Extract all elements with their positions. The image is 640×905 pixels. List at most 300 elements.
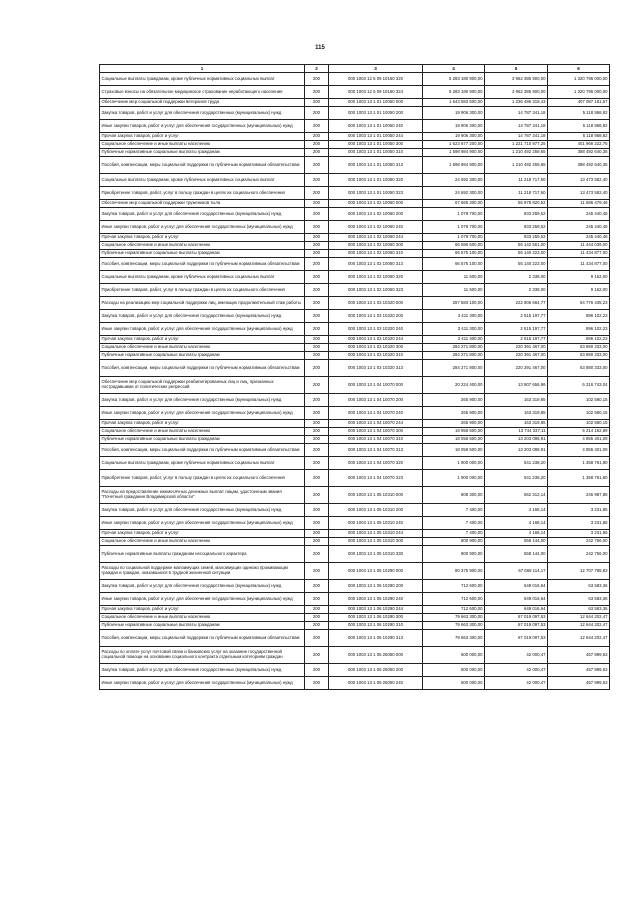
cell-planned: 712 600,00 [423, 580, 485, 593]
cell-dept-code: 200 [305, 614, 329, 622]
cell-executed: 649 016,64 [485, 593, 548, 606]
cell-budget-code: 000 1003 13 1 03 10320 244 [329, 336, 423, 344]
cell-budget-code: 000 1003 13 1 04 10070 320 [329, 457, 423, 470]
cell-planned: 66 575 100,00 [423, 250, 485, 258]
cell-planned: 79 663 300,00 [423, 630, 485, 647]
cell-budget-code: 000 1003 13 1 02 10060 320 [329, 271, 423, 284]
cell-name: Закупка товаров, работ и услуг для обеспечения государственных (муниципальных) нужд [100, 208, 305, 221]
cell-executed: 833 259,52 [485, 208, 548, 221]
cell-remaining: 457 999,53 [548, 677, 610, 690]
table-row [100, 242, 610, 250]
table-row [100, 258, 610, 271]
cell-dept-code: 200 [305, 141, 329, 149]
cell-remaining: 5 118 958,82 [548, 133, 610, 141]
cell-name: Публичные нормативные социальные выплаты гражданам [100, 352, 305, 360]
cell-budget-code: 000 1003 13 1 04 10070 310 [329, 436, 423, 444]
cell-planned: 7 400,00 [423, 504, 485, 517]
cell-dept-code: 200 [305, 428, 329, 436]
table-row [100, 284, 610, 297]
cell-dept-code: 200 [305, 352, 329, 360]
cell-executed: 833 259,52 [485, 221, 548, 234]
cell-dept-code: 200 [305, 360, 329, 377]
cell-dept-code: 200 [305, 593, 329, 606]
cell-name: Расходы по оплате услуг почтовой связи и банковских услуг на оказание государственной социальной помощи на основании социального контракта отдельным категориям граждан [100, 647, 305, 664]
cell-dept-code: 200 [305, 86, 329, 99]
cell-executed: 220 391 467,00 [485, 344, 548, 352]
cell-name: Социальное обеспечение и иные выплаты населению [100, 141, 305, 149]
cell-dept-code: 200 [305, 377, 329, 394]
cell-executed: 67 019 097,53 [485, 614, 548, 622]
table-row [100, 593, 610, 606]
header-col-1: 1 [100, 65, 305, 73]
cell-planned: 66 586 600,00 [423, 242, 485, 250]
cell-dept-code: 200 [305, 470, 329, 487]
cell-dept-code: 200 [305, 120, 329, 133]
cell-budget-code: 000 1003 13 1 02 10060 244 [329, 234, 423, 242]
cell-dept-code: 200 [305, 664, 329, 677]
cell-planned: 3 411 300,00 [423, 323, 485, 336]
cell-executed: 649 016,64 [485, 606, 548, 614]
table-row [100, 504, 610, 517]
cell-dept-code: 200 [305, 258, 329, 271]
cell-remaining: 63 583,36 [548, 593, 610, 606]
cell-planned: 265 900,00 [423, 407, 485, 420]
table-header-row [100, 65, 610, 73]
cell-dept-code: 200 [305, 336, 329, 344]
cell-planned: 1 598 984 900,00 [423, 157, 485, 174]
cell-planned: 18 058 500,00 [423, 436, 485, 444]
cell-planned: 66 575 100,00 [423, 258, 485, 271]
cell-budget-code: 000 1003 13 1 01 10050 000 [329, 99, 423, 107]
cell-remaining: 64 776 435,23 [548, 297, 610, 310]
cell-budget-code: 000 1003 13 1 05 10310 200 [329, 504, 423, 517]
cell-executed: 220 391 467,00 [485, 360, 548, 377]
cell-remaining: 245 440,48 [548, 208, 610, 221]
cell-name: Расходы на предоставление ежемесячных денежных выплат лицам, удостоенным звания "Почетный гражданин Владимирской области" [100, 487, 305, 504]
cell-executed: 3 962 385 900,00 [485, 73, 548, 86]
cell-name: Иные закупки товаров, работ и услуг для обеспечения государственных (муниципальных) нужд [100, 323, 305, 336]
cell-dept-code: 200 [305, 107, 329, 120]
cell-budget-code: 000 1003 13 1 06 10290 300 [329, 614, 423, 622]
cell-budget-code: 000 1003 13 1 02 10060 240 [329, 221, 423, 234]
cell-dept-code: 200 [305, 504, 329, 517]
cell-planned: 1 643 583 500,00 [423, 99, 485, 107]
table-row [100, 420, 610, 428]
cell-executed: 2 338,00 [485, 284, 548, 297]
cell-executed: 541 238,20 [485, 470, 548, 487]
cell-planned: 19 906 300,00 [423, 107, 485, 120]
cell-budget-code: 000 1003 13 1 05 10310 000 [329, 487, 423, 504]
table-row [100, 336, 610, 344]
cell-dept-code: 200 [305, 271, 329, 284]
table-row [100, 133, 610, 141]
cell-name: Закупка товаров, работ и услуг для обеспечения государственных (муниципальных) нужд [100, 394, 305, 407]
table-row [100, 360, 610, 377]
cell-budget-code: 000 1003 13 1 03 10320 000 [329, 297, 423, 310]
cell-name: Социальное обеспечение и иные выплаты населению [100, 538, 305, 546]
cell-remaining: 457 999,53 [548, 647, 610, 664]
cell-remaining: 3 231,86 [548, 517, 610, 530]
cell-executed: 163 319,85 [485, 407, 548, 420]
cell-remaining: 63 583,36 [548, 606, 610, 614]
cell-budget-code: 000 1003 13 1 03 10320 313 [329, 360, 423, 377]
cell-executed: 1 221 710 977,25 [485, 141, 548, 149]
cell-dept-code: 200 [305, 630, 329, 647]
cell-executed: 558 144,00 [485, 546, 548, 563]
cell-name: Приобретение товаров, работ, услуг в пользу граждан в целях их социального обеспечения [100, 187, 305, 200]
cell-budget-code: 000 1003 13 1 03 10320 310 [329, 352, 423, 360]
table-row [100, 470, 610, 487]
cell-planned: 19 958 500,00 [423, 428, 485, 436]
cell-dept-code: 200 [305, 200, 329, 208]
cell-name: Закупка товаров, работ и услуг для обеспечения государственных (муниципальных) нужд [100, 310, 305, 323]
cell-planned: 19 906 300,00 [423, 120, 485, 133]
cell-remaining: 102 580,15 [548, 394, 610, 407]
cell-planned: 265 900,00 [423, 394, 485, 407]
cell-name: Пособия, компенсации, меры социальной поддержки по публичным нормативным обязательствам [100, 258, 305, 271]
table-row [100, 647, 610, 664]
cell-name: Иные закупки товаров, работ и услуг для обеспечения государственных (муниципальных) нужд [100, 120, 305, 133]
cell-budget-code: 000 1003 13 1 02 10060 300 [329, 242, 423, 250]
table-row [100, 394, 610, 407]
cell-budget-code: 000 1003 13 1 01 10050 313 [329, 157, 423, 174]
cell-remaining: 11 434 877,00 [548, 258, 610, 271]
cell-name: Иные закупки товаров, работ и услуг для обеспечения государственных (муниципальных) нужд [100, 221, 305, 234]
table-row [100, 297, 610, 310]
cell-dept-code: 200 [305, 538, 329, 546]
cell-dept-code: 200 [305, 420, 329, 428]
cell-planned: 3 411 300,00 [423, 336, 485, 344]
cell-budget-code: 000 1003 13 1 05 10310 240 [329, 517, 423, 530]
cell-budget-code: 000 1003 13 1 01 10050 320 [329, 174, 423, 187]
cell-planned: 1 078 700,00 [423, 208, 485, 221]
cell-executed: 4 168,14 [485, 517, 548, 530]
cell-executed: 55 140 223,00 [485, 258, 548, 271]
cell-planned: 284 271 800,00 [423, 344, 485, 352]
cell-planned: 284 271 800,00 [423, 360, 485, 377]
cell-remaining: 1 358 761,80 [548, 470, 610, 487]
cell-dept-code: 200 [305, 563, 329, 580]
cell-remaining: 1 358 761,80 [548, 457, 610, 470]
cell-dept-code: 200 [305, 208, 329, 221]
cell-executed: 833 259,52 [485, 234, 548, 242]
budget-table [99, 64, 610, 690]
cell-executed: 163 319,85 [485, 420, 548, 428]
cell-remaining: 63 583,36 [548, 580, 610, 593]
cell-executed: 13 907 656,96 [485, 377, 548, 394]
cell-executed: 14 787 341,18 [485, 133, 548, 141]
cell-planned: 11 500,00 [423, 284, 485, 297]
cell-name: Социальное обеспечение и иные выплаты населению [100, 428, 305, 436]
cell-remaining: 242 756,00 [548, 538, 610, 546]
cell-dept-code: 200 [305, 149, 329, 157]
table-row [100, 221, 610, 234]
cell-dept-code: 200 [305, 99, 329, 107]
cell-remaining: 407 087 181,57 [548, 99, 610, 107]
cell-executed: 55 978 820,52 [485, 200, 548, 208]
cell-dept-code: 200 [305, 284, 329, 297]
cell-remaining: 245 440,48 [548, 221, 610, 234]
cell-planned: 500 000,00 [423, 664, 485, 677]
cell-budget-code: 000 1003 13 1 03 10320 240 [329, 323, 423, 336]
table-row [100, 436, 610, 444]
cell-budget-code: 000 1003 13 1 06 10290 313 [329, 630, 423, 647]
table-row [100, 517, 610, 530]
cell-planned: 79 663 300,00 [423, 622, 485, 630]
cell-executed: 220 391 467,00 [485, 352, 548, 360]
table-row [100, 487, 610, 504]
cell-dept-code: 200 [305, 73, 329, 86]
cell-name: Публичные нормативные выплаты гражданам несоциального характера [100, 546, 305, 563]
cell-planned: 1 078 700,00 [423, 234, 485, 242]
cell-dept-code: 200 [305, 344, 329, 352]
cell-remaining: 3 231,86 [548, 530, 610, 538]
cell-planned: 18 058 500,00 [423, 444, 485, 457]
cell-dept-code: 200 [305, 487, 329, 504]
table-row [100, 120, 610, 133]
cell-name: Иные закупки товаров, работ и услуг для обеспечения государственных (муниципальных) нужд [100, 593, 305, 606]
cell-dept-code: 200 [305, 250, 329, 258]
cell-dept-code: 200 [305, 234, 329, 242]
cell-name: Прочая закупка товаров, работ и услуг [100, 420, 305, 428]
cell-dept-code: 200 [305, 394, 329, 407]
cell-dept-code: 200 [305, 677, 329, 690]
cell-executed: 67 019 097,53 [485, 622, 548, 630]
table-row [100, 677, 610, 690]
cell-name: Приобретение товаров, работ, услуг в пользу граждан в целях их социального обеспечения [100, 470, 305, 487]
cell-planned: 80 375 900,00 [423, 563, 485, 580]
cell-remaining: 102 580,15 [548, 420, 610, 428]
cell-remaining: 401 966 222,75 [548, 141, 610, 149]
cell-budget-code: 000 1003 12 5 09 10160 320 [329, 73, 423, 86]
cell-executed: 42 000,47 [485, 664, 548, 677]
cell-name: Прочая закупка товаров, работ и услуг [100, 336, 305, 344]
cell-executed: 222 906 664,77 [485, 297, 548, 310]
cell-planned: 7 400,00 [423, 517, 485, 530]
cell-name: Пособия, компенсации, меры социальной поддержки по публичным нормативным обязательствам [100, 630, 305, 647]
cell-budget-code: 000 1003 13 1 01 10050 323 [329, 187, 423, 200]
cell-name: Закупка товаров, работ и услуг для обеспечения государственных (муниципальных) нужд [100, 504, 305, 517]
cell-name: Публичные нормативные социальные выплаты гражданам [100, 436, 305, 444]
cell-dept-code: 200 [305, 242, 329, 250]
cell-planned: 1 900 000,00 [423, 470, 485, 487]
cell-remaining: 13 473 582,40 [548, 187, 610, 200]
cell-name: Пособия, компенсации, меры социальной поддержки по публичным нормативным обязательствам [100, 444, 305, 457]
cell-remaining: 63 880 333,00 [548, 344, 610, 352]
cell-name: Публичные нормативные социальные выплаты гражданам [100, 149, 305, 157]
cell-executed: 3 962 385 900,00 [485, 86, 548, 99]
cell-name: Социальные выплаты гражданам, кроме публичных нормативных социальных выплат [100, 73, 305, 86]
cell-executed: 55 142 561,00 [485, 242, 548, 250]
cell-planned: 20 224 400,00 [423, 377, 485, 394]
cell-remaining: 896 102,23 [548, 336, 610, 344]
table-row [100, 234, 610, 242]
page-number: 115 [315, 45, 325, 51]
cell-name: Социальное обеспечение и иные выплаты населению [100, 614, 305, 622]
cell-planned: 24 692 300,00 [423, 174, 485, 187]
cell-dept-code: 200 [305, 517, 329, 530]
cell-remaining: 5 118 958,82 [548, 120, 610, 133]
cell-planned: 1 900 000,00 [423, 457, 485, 470]
cell-executed: 2 338,00 [485, 271, 548, 284]
cell-dept-code: 200 [305, 221, 329, 234]
cell-name: Социальное обеспечение и иные выплаты населению [100, 242, 305, 250]
table-row [100, 149, 610, 157]
cell-planned: 11 500,00 [423, 271, 485, 284]
cell-executed: 67 019 097,53 [485, 630, 548, 647]
table-row [100, 208, 610, 221]
cell-name: Пособия, компенсации, меры социальной поддержки по публичным нормативным обязательствам [100, 360, 305, 377]
cell-planned: 284 271 800,00 [423, 352, 485, 360]
cell-executed: 42 000,47 [485, 647, 548, 664]
cell-remaining: 6 214 162,89 [548, 428, 610, 436]
table-row [100, 250, 610, 258]
table-row [100, 538, 610, 546]
cell-executed: 13 203 098,91 [485, 436, 548, 444]
cell-remaining: 12 707 785,83 [548, 563, 610, 580]
cell-name: Страховые взносы на обязательное медицинское страхование неработающего населения [100, 86, 305, 99]
cell-planned: 500 000,00 [423, 647, 485, 664]
table-row [100, 107, 610, 120]
cell-executed: 541 238,20 [485, 457, 548, 470]
cell-budget-code: 000 1003 13 1 03 10320 300 [329, 344, 423, 352]
cell-budget-code: 000 1003 13 1 01 10050 244 [329, 133, 423, 141]
cell-budget-code: 000 1003 13 1 06 25050 200 [329, 664, 423, 677]
cell-planned: 265 900,00 [423, 420, 485, 428]
cell-planned: 3 411 300,00 [423, 310, 485, 323]
cell-remaining: 11 686 479,48 [548, 200, 610, 208]
cell-executed: 2 515 197,77 [485, 310, 548, 323]
cell-budget-code: 000 1003 13 1 04 10070 200 [329, 394, 423, 407]
table-row [100, 407, 610, 420]
cell-executed: 42 000,47 [485, 677, 548, 690]
cell-executed: 4 168,14 [485, 504, 548, 517]
cell-remaining: 11 434 877,00 [548, 250, 610, 258]
cell-name: Прочая закупка товаров, работ и услуг [100, 133, 305, 141]
cell-name: Иные закупки товаров, работ и услуг для обеспечения государственных (муниципальных) нужд [100, 677, 305, 690]
cell-dept-code: 200 [305, 647, 329, 664]
cell-executed: 1 210 492 259,65 [485, 157, 548, 174]
cell-budget-code: 000 1003 13 1 02 10060 200 [329, 208, 423, 221]
cell-dept-code: 200 [305, 580, 329, 593]
table-row [100, 630, 610, 647]
table-row [100, 622, 610, 630]
table-row [100, 73, 610, 86]
cell-budget-code: 000 1003 13 1 03 10320 200 [329, 310, 423, 323]
cell-executed: 562 312,14 [485, 487, 548, 504]
table-row [100, 428, 610, 436]
cell-budget-code: 000 1003 13 1 04 10070 300 [329, 428, 423, 436]
table-row [100, 271, 610, 284]
cell-remaining: 4 855 401,09 [548, 436, 610, 444]
cell-remaining: 896 102,23 [548, 310, 610, 323]
table-row [100, 86, 610, 99]
cell-executed: 163 319,85 [485, 394, 548, 407]
cell-budget-code: 000 1003 13 1 01 10050 300 [329, 141, 423, 149]
cell-budget-code: 000 1003 12 5 09 10160 324 [329, 86, 423, 99]
cell-budget-code: 000 1003 13 1 02 10060 313 [329, 258, 423, 271]
cell-remaining: 12 644 202,47 [548, 622, 610, 630]
cell-name: Социальные выплаты гражданам, кроме публичных нормативных социальных выплат [100, 174, 305, 187]
cell-budget-code: 000 1003 13 1 02 10060 310 [329, 250, 423, 258]
table-row [100, 457, 610, 470]
cell-planned: 19 906 300,00 [423, 133, 485, 141]
cell-budget-code: 000 1003 13 1 04 10070 000 [329, 377, 423, 394]
cell-executed: 55 140 223,00 [485, 250, 548, 258]
table-row [100, 530, 610, 538]
table-row [100, 563, 610, 580]
cell-budget-code: 000 1003 13 1 06 10290 200 [329, 580, 423, 593]
cell-remaining: 102 580,15 [548, 407, 610, 420]
cell-budget-code: 000 1003 13 1 06 10290 310 [329, 622, 423, 630]
cell-budget-code: 000 1003 13 1 06 10290 244 [329, 606, 423, 614]
cell-remaining: 1 320 795 000,00 [548, 73, 610, 86]
cell-dept-code: 200 [305, 436, 329, 444]
cell-name: Расходы по социальной поддержке малоимущих семей, малоимущих одиноко проживающих граждан и граждан, оказавшихся в трудной жизненной ситуации [100, 563, 305, 580]
cell-planned: 500 000,00 [423, 677, 485, 690]
cell-dept-code: 200 [305, 323, 329, 336]
cell-remaining: 9 162,00 [548, 271, 610, 284]
cell-name: Закупка товаров, работ и услуг для обеспечения государственных (муниципальных) нужд [100, 664, 305, 677]
cell-name: Закупка товаров, работ и услуг для обеспечения государственных (муниципальных) нужд [100, 580, 305, 593]
cell-remaining: 11 444 039,00 [548, 242, 610, 250]
header-col-2: 2 [305, 65, 329, 73]
cell-name: Прочая закупка товаров, работ и услуг [100, 234, 305, 242]
cell-planned: 5 283 180 900,00 [423, 86, 485, 99]
cell-executed: 4 168,14 [485, 530, 548, 538]
cell-remaining: 896 102,23 [548, 323, 610, 336]
header-col-3: 3 [329, 65, 423, 73]
cell-budget-code: 000 1003 13 1 06 10290 000 [329, 563, 423, 580]
cell-dept-code: 200 [305, 133, 329, 141]
cell-name: Социальные выплаты гражданам, кроме публичных нормативных социальных выплат [100, 457, 305, 470]
cell-budget-code: 000 1003 13 1 05 10310 330 [329, 546, 423, 563]
cell-dept-code: 200 [305, 457, 329, 470]
cell-budget-code: 000 1003 13 1 06 25050 240 [329, 677, 423, 690]
cell-dept-code: 200 [305, 444, 329, 457]
table-row [100, 187, 610, 200]
table-row [100, 310, 610, 323]
cell-remaining: 5 118 958,82 [548, 107, 610, 120]
cell-remaining: 4 855 401,09 [548, 444, 610, 457]
cell-remaining: 13 473 582,40 [548, 174, 610, 187]
cell-budget-code: 000 1003 13 1 06 10290 240 [329, 593, 423, 606]
cell-name: Обеспечение мер социальной поддержки реабилитированных лиц и лиц, признанных пострадавшими от политических репрессий [100, 377, 305, 394]
cell-executed: 1 236 496 318,43 [485, 99, 548, 107]
cell-executed: 1 210 492 259,65 [485, 149, 548, 157]
cell-dept-code: 200 [305, 297, 329, 310]
cell-planned: 800 900,00 [423, 546, 485, 563]
cell-remaining: 9 162,00 [548, 284, 610, 297]
cell-planned: 24 692 300,00 [423, 187, 485, 200]
cell-budget-code: 000 1003 13 1 05 10310 300 [329, 538, 423, 546]
cell-name: Социальные выплаты гражданам, кроме публичных нормативных социальных выплат [100, 271, 305, 284]
table-row [100, 174, 610, 187]
table-row [100, 99, 610, 107]
cell-budget-code: 000 1003 13 1 01 10050 240 [329, 120, 423, 133]
cell-name: Расходы на реализацию мер социальной поддержки лиц, имеющих продолжительный стаж работы [100, 297, 305, 310]
cell-remaining: 388 492 640,35 [548, 157, 610, 174]
cell-budget-code: 000 1003 13 1 04 10070 244 [329, 420, 423, 428]
cell-remaining: 242 756,00 [548, 546, 610, 563]
table-row [100, 444, 610, 457]
cell-remaining: 245 987,86 [548, 487, 610, 504]
cell-planned: 1 598 984 900,00 [423, 149, 485, 157]
cell-remaining: 388 492 640,35 [548, 149, 610, 157]
cell-remaining: 457 999,53 [548, 664, 610, 677]
header-col-4: 4 [423, 65, 485, 73]
cell-planned: 1 078 700,00 [423, 221, 485, 234]
